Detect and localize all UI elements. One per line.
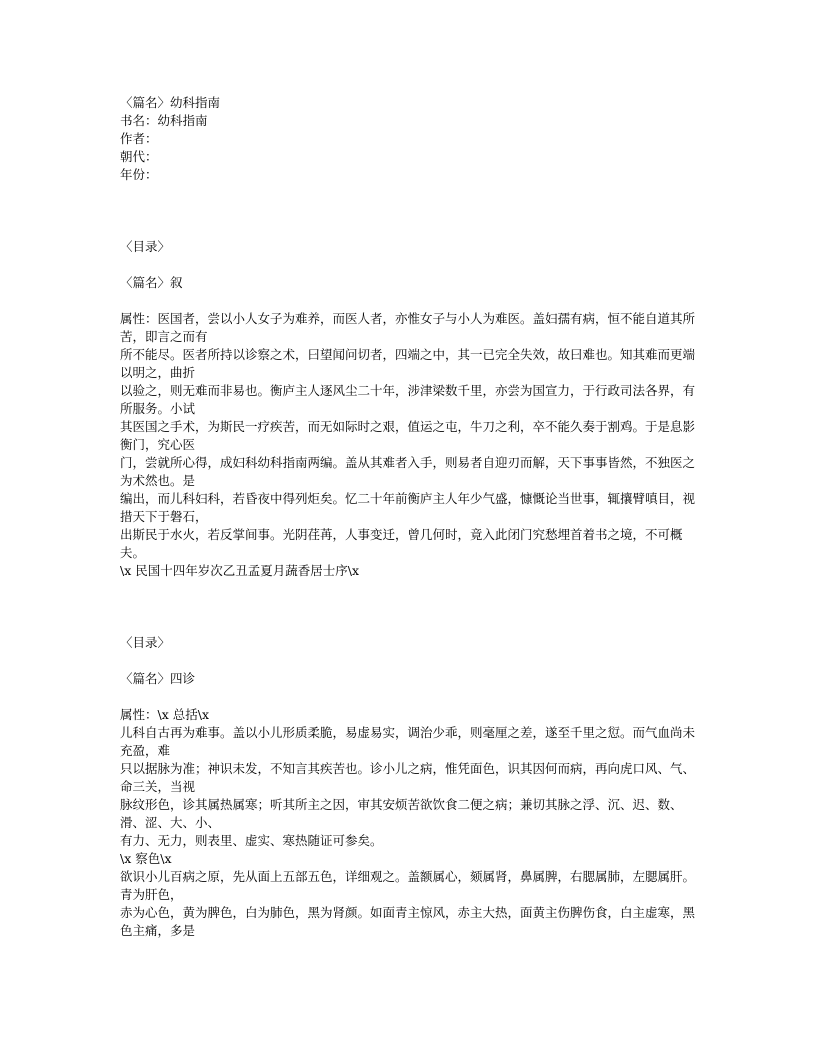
paragraph-line: 儿科自古再为难事。盖以小儿形质柔脆，易虚易实，调治少乖，则毫厘之差，遂至千里之愆。而气血尚未充盈，难 — [120, 725, 696, 758]
header-dynasty: 朝代： — [120, 149, 158, 164]
header-title: 〈篇名〉幼科指南 — [120, 95, 221, 110]
paragraph-line: 属性：医国者，尝以小人女子为难养，而医人者，亦惟女子与小人为难医。盖妇孺有病，恒不能自道其所苦，即言之而有 — [120, 311, 696, 344]
paragraph-line: 只以据脉为准；神识未发，不知言其疾苦也。诊小儿之病，惟凭面色，识其因何而病，再向虎口风、气、命三关，当视 — [120, 761, 696, 794]
paragraph-line: 编出，而儿科妇科，若昏夜中得列炬矣。忆二十年前衡庐主人年少气盛，慷慨论当世事，辄攘臂嗔目，视措天下于磐石， — [120, 491, 696, 524]
header-author: 作者： — [120, 131, 158, 146]
paragraph-line: 属性：\x 总括\x — [120, 707, 209, 722]
section-title: 〈篇名〉四诊 — [120, 671, 196, 686]
signature-line: \x 民国十四年岁次乙丑孟夏月蔬香居士序\x — [120, 563, 359, 578]
section-preface — [120, 238, 700, 580]
paragraph-line: 门，尝就所心得，成妇科幼科指南两编。盖从其难者入手，则易者自迎刃而解，天下事事皆然，不独医之为术然也。是 — [120, 455, 696, 488]
paragraph-line: 脉纹形色，诊其属热属寒；听其所主之因，审其安烦苦欲饮食二便之病；兼切其脉之浮、沉、迟、数、滑、涩、大、小、 — [120, 797, 683, 830]
document-page — [120, 94, 700, 940]
subheading-line: \x 察色\x — [120, 851, 172, 866]
paragraph-line: 其医国之手术，为斯民一疗疾苦，而无如际时之艰，值运之屯，牛刀之利，卒不能久奏于割鸡。于是息影衡门，究心医 — [120, 419, 696, 452]
paragraph-line: 出斯民于水火，若反掌间事。光阴荏苒，人事变迁，曾几何时，竟入此闭门究愁埋首着书之境，不可概夫。 — [120, 527, 683, 560]
header-year: 年份： — [120, 167, 158, 182]
paragraph-line: 所不能尽。医者所持以诊察之术，曰望闻问切者，四端之中，其一已完全失效，故曰难也。知其难而更端以明之，曲折 — [120, 347, 696, 380]
toc-label: 〈目录〉 — [120, 239, 171, 254]
paragraph-line: 有力、无力，则表里、虚实、寒热随证可参矣。 — [120, 833, 383, 848]
toc-label: 〈目录〉 — [120, 635, 171, 650]
header-book-name: 书名：幼科指南 — [120, 113, 208, 128]
paragraph-line: 以验之，则无难而非易也。衡庐主人逐风尘二十年，涉津梁数千里，亦尝为国宣力，于行政司法各界，有所服务。小试 — [120, 383, 696, 416]
document-header — [120, 94, 700, 184]
paragraph-line: 赤为心色，黄为脾色，白为肺色，黑为肾颜。如面青主惊风，赤主大热，面黄主伤脾伤食，白主虚寒，黑色主痛，多是 — [120, 905, 696, 938]
section-four-diagnoses — [120, 634, 700, 940]
paragraph-line: 欲识小儿百病之原，先从面上五部五色，详细观之。盖额属心，颏属肾，鼻属脾，右腮属肺，左腮属肝。青为肝色， — [120, 869, 696, 902]
section-title: 〈篇名〉叙 — [120, 275, 183, 290]
